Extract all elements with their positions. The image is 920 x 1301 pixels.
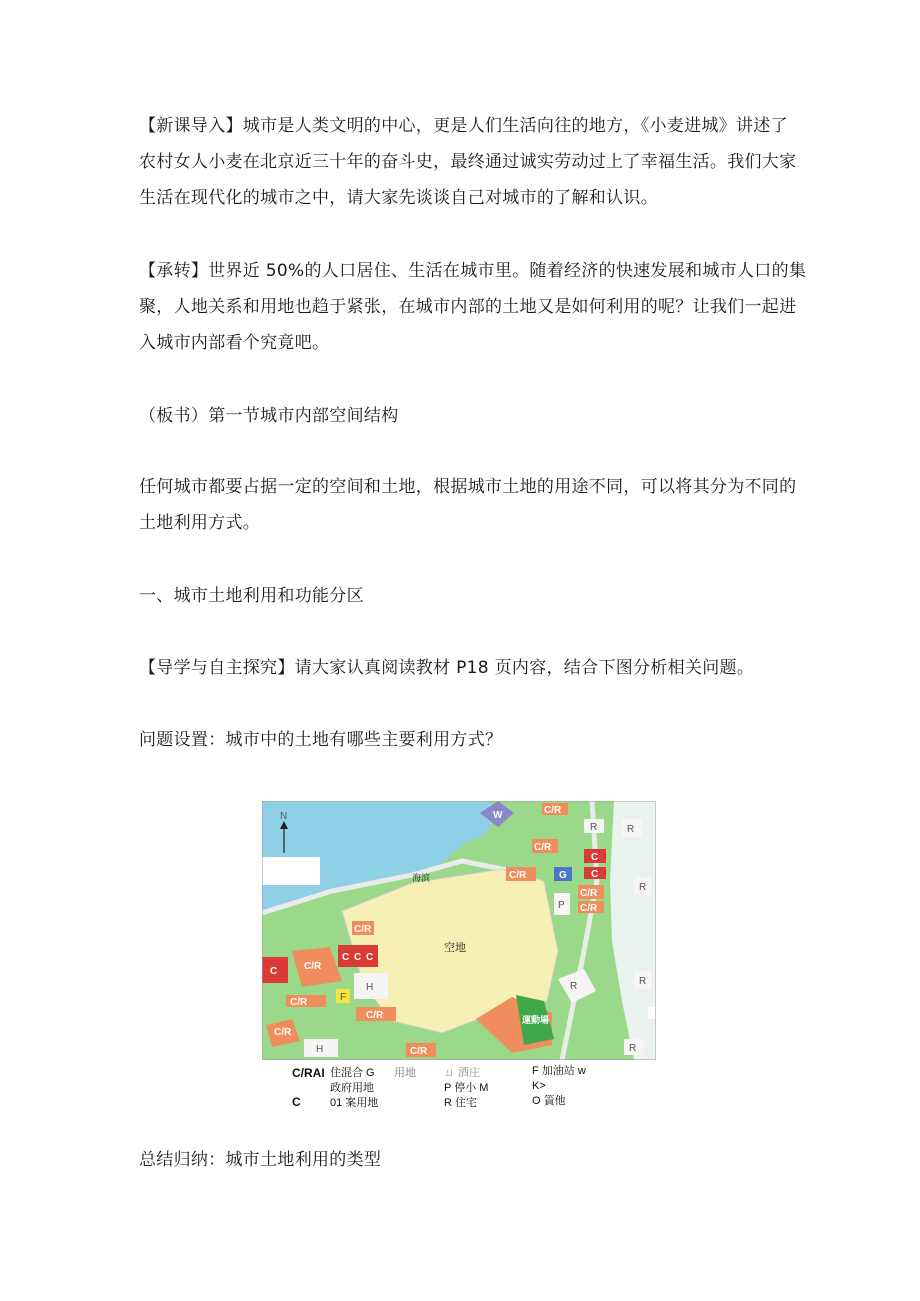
zone-residential-4-label: R	[639, 976, 647, 987]
section-one-heading: 一、城市土地利用和功能分区	[139, 586, 364, 606]
question-paragraph: 问题设置：城市中的土地有哪些主要利用方式？	[139, 730, 503, 750]
transition-line-3: 入城市内部看个究竟吧。	[139, 333, 330, 353]
zone-commercial-cluster-label-3: C	[366, 952, 374, 963]
zone-residential-1-label: R	[590, 822, 598, 833]
land-use-paragraph	[139, 469, 797, 541]
zone-commercial-cluster-label-1: C	[342, 952, 350, 963]
guide-paragraph: 【导学与自主探究】请大家认真阅读教材 P18 页内容，结合下图分析相关问题。	[139, 658, 755, 678]
zone-residential-3-label: R	[639, 882, 647, 893]
legend-col2-line-1: 住混合 G	[330, 1067, 375, 1079]
map-sea-label: 海滨	[412, 874, 431, 884]
intro-line-1: 【新课导入】城市是人类文明的中心，更是人们生活向往的地方，《小麦进城》讲述了	[139, 116, 788, 136]
legend-col2-line-3: 01 案用地	[330, 1097, 379, 1109]
zone-water-label: W	[493, 810, 503, 821]
zone-mixed-4-label: C/R	[580, 888, 598, 899]
zone-commercial-1-label: C	[591, 852, 599, 863]
zone-residential-2-label: R	[627, 824, 635, 835]
transition-paragraph	[139, 253, 807, 361]
transition-line-1: 【承转】世界近 50%的人口居住、生活在城市里。随着经济的快速发展和城市人口的集	[139, 261, 807, 281]
board-heading: （板书）第一节城市内部空间结构	[139, 406, 399, 426]
legend-mixed: C/RAI	[292, 1066, 325, 1080]
zone-mixed-top-label: C/R	[544, 805, 562, 816]
intro-line-3: 生活在现代化的城市之中，请大家先谈谈自己对城市的了解和认识。	[139, 188, 658, 208]
zone-parking-label: P	[558, 900, 565, 911]
north-label: N	[280, 811, 288, 822]
legend-col2-line-2: 政府用地	[330, 1082, 374, 1094]
legend-col3-line-1: ㄩ 酒庄	[444, 1067, 481, 1079]
zone-mixed-west-2-label: C/R	[354, 924, 372, 935]
zone-sports-ground-label: 運動場	[522, 1015, 550, 1025]
zone-government-label: G	[559, 870, 567, 881]
zone-hotel-2-label: H	[316, 1044, 324, 1055]
zone-commercial-2-label: C	[591, 869, 599, 880]
land-use-line-2: 土地利用方式。	[139, 513, 261, 533]
zone-mixed-west-3-label: C/R	[290, 997, 308, 1008]
intro-paragraph	[139, 108, 797, 216]
land-use-map	[262, 801, 656, 1060]
zone-gas-label: F	[340, 992, 347, 1003]
zone-mixed-3-label: C/R	[509, 870, 527, 881]
legend-col-4	[532, 1064, 586, 1109]
transition-line-2: 聚，人地关系和用地也趋于紧张，在城市内部的土地又是如何利用的呢？让我们一起进	[139, 297, 797, 317]
zone-mixed-5-label: C/R	[580, 903, 598, 914]
zone-mixed-west-4-label: C/R	[366, 1010, 384, 1021]
legend-commercial: C	[292, 1095, 301, 1109]
legend-col4-line-3: O 篢他	[532, 1095, 566, 1107]
legend-col-3	[444, 1066, 488, 1111]
zone-mixed-south-label: C/R	[410, 1046, 428, 1057]
zone-hotel-1-label: H	[366, 982, 374, 993]
legend-col-1	[292, 1066, 325, 1111]
zone-commercial-cluster-label-2: C	[354, 952, 362, 963]
land-use-line-1: 任何城市都要占据一定的空间和土地，根据城市土地的用途不同，可以将其分为不同的	[139, 477, 797, 497]
summary-heading: 总结归纳：城市土地利用的类型	[139, 1150, 382, 1170]
legend-col3-line-2: P 停小 M	[444, 1082, 489, 1094]
map-edge-patch	[648, 1007, 656, 1019]
zone-mixed-2-label: C/R	[534, 842, 552, 853]
legend-col3-line-3: R 住宅	[444, 1097, 477, 1109]
legend-col4-line-1: F 加油站 w	[532, 1065, 586, 1077]
map-white-patch	[262, 857, 320, 885]
zone-commercial-west-label: C	[270, 966, 278, 977]
intro-line-2: 农村女人小麦在北京近三十年的奋斗史，最终通过诚实劳动过上了幸福生活。我们大家	[139, 152, 797, 172]
zone-mixed-west-5-label: C/R	[274, 1027, 292, 1038]
legend-col4-line-2: K>	[532, 1080, 546, 1092]
legend-col-2	[330, 1066, 378, 1111]
zone-residential-6-label: R	[570, 981, 578, 992]
zone-residential-5-label: R	[629, 1043, 637, 1054]
map-vacant-label: 空地	[444, 941, 466, 954]
legend-col2-extra: 用地	[394, 1067, 416, 1079]
land-use-map-svg	[262, 801, 656, 1060]
zone-mixed-west-1-label: C/R	[304, 961, 322, 972]
